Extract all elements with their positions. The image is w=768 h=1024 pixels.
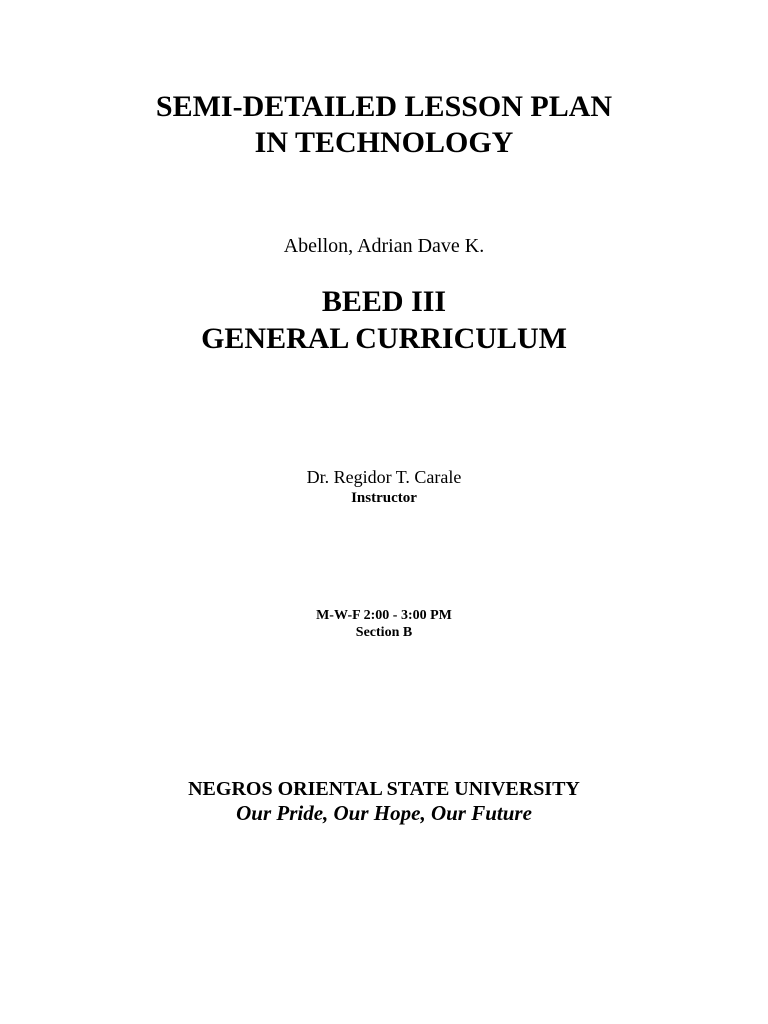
university-name: NEGROS ORIENTAL STATE UNIVERSITY — [188, 778, 580, 800]
title-line-1: SEMI-DETAILED LESSON PLAN — [155, 90, 613, 123]
author-name: Abellon, Adrian Dave K. — [283, 235, 485, 257]
university-motto: Our Pride, Our Hope, Our Future — [236, 801, 532, 825]
instructor-role: Instructor — [351, 490, 417, 506]
course-line-2: GENERAL CURRICULUM — [201, 322, 567, 355]
instructor-name: Dr. Regidor T. Carale — [306, 467, 462, 487]
title-line-2: IN TECHNOLOGY — [254, 126, 514, 159]
schedule-section: Section B — [355, 625, 413, 640]
course-line-1: BEED III — [321, 285, 447, 318]
schedule-time: M-W-F 2:00 - 3:00 PM — [316, 608, 452, 623]
